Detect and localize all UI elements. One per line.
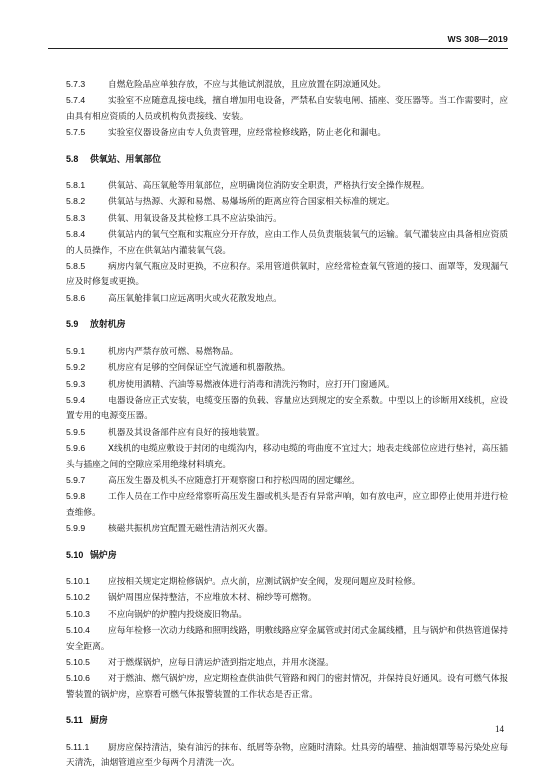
section-title: 供氧站、用氧部位	[90, 154, 161, 165]
clause-number: 5.9.7	[66, 474, 86, 485]
clause-paragraph	[66, 344, 508, 360]
section-number: 5.8	[66, 153, 79, 164]
clause-paragraph	[66, 655, 508, 671]
clause-number: 5.9.2	[66, 362, 86, 373]
section-title: 厨房	[90, 716, 108, 727]
clause-paragraph	[66, 93, 508, 125]
clause-number: 5.9.3	[66, 378, 86, 389]
clause-number: 5.8.4	[66, 229, 86, 240]
clause-text: 对于燃煤锅炉，应每日清运炉渣到指定地点，并用水浇湿。	[108, 658, 334, 668]
document-body	[66, 77, 508, 771]
clause-text: 锅炉周围应保持整洁，不应堆放木材、棉纱等可燃物。	[108, 593, 317, 604]
clause-text: 电器设备应正式安装，电缆变压器的负载、容量应达到规定的安全系数。中型以上的诊断用X线机，应设置专用的电源变压器。	[66, 395, 508, 422]
clause-paragraph	[66, 671, 508, 703]
clause-text: 对于燃油、燃气锅炉房，应定期检查供油供气管路和阀门的密封情况，并保持良好通风。设有可燃气体报警装置的锅炉房，应察看可燃气体报警装置的工作状态是否正常。	[66, 674, 508, 700]
clause-number: 5.10.2	[66, 592, 90, 603]
section-title: 放射机房	[90, 320, 126, 331]
section-number: 5.10	[66, 549, 84, 560]
clause-paragraph	[66, 574, 508, 590]
clause-paragraph	[66, 425, 508, 441]
clause-number: 5.11.1	[66, 741, 90, 752]
clause-text: 工作人员在工作中应经常察听高压发生器或机头是否有异常声响，如有放电声，应立即停止使用并进行检查维修。	[66, 492, 508, 518]
clause-paragraph	[66, 441, 508, 473]
section-heading	[66, 548, 508, 564]
clause-number: 5.7.4	[66, 95, 86, 106]
clause-number: 5.10.3	[66, 608, 90, 619]
clause-number: 5.8.2	[66, 196, 86, 207]
clause-number: 5.10.4	[66, 625, 90, 636]
clause-text: 供氧站、高压氧舱等用氧部位，应明确岗位消防安全职责，严格执行安全操作规程。	[108, 181, 430, 192]
clause-paragraph	[66, 590, 508, 606]
clause-text: 机房内严禁存放可燃、易燃物品。	[108, 346, 239, 357]
clause-number: 5.8.5	[66, 261, 86, 272]
clause-number: 5.10.1	[66, 575, 90, 586]
section-title: 锅炉房	[90, 550, 117, 561]
clause-paragraph	[66, 259, 508, 291]
clause-number: 5.8.3	[66, 212, 86, 223]
clause-text: 厨房应保持清洁，染有油污的抹布、纸屑等杂物，应随时清除。灶具旁的墙壁、抽油烟罩等易污染处应每天清洗，油烟管道应至少每两个月清洗一次。	[66, 742, 508, 769]
clause-paragraph	[66, 125, 508, 141]
clause-text: 应按相关规定定期检修锅炉。点火前，应测试锅炉安全阀，发现问题应及时检修。	[108, 576, 421, 587]
section-heading	[66, 713, 508, 729]
clause-paragraph	[66, 623, 508, 655]
clause-text: 核磁共振机房宜配置无磁性清洁剂灭火器。	[108, 524, 274, 535]
clause-text: 供氧、用氧设备及其检修工具不应沾染油污。	[108, 213, 282, 224]
clause-text: 不应向锅炉的炉膛内投烧废旧物品。	[108, 609, 247, 620]
clause-text: 自燃危险品应单独存放，不应与其他试剂混放，且应放置在阴凉通风处。	[108, 80, 386, 90]
clause-text: X线机的电缆应敷设于封闭的电缆沟内，移动电缆的弯曲度不宜过大；地表走线部位应进行垫衬，高压插头与插座之间的空隙应采用绝缘材料填充。	[66, 444, 508, 470]
clause-paragraph	[66, 291, 508, 307]
clause-number: 5.10.6	[66, 673, 90, 684]
clause-number: 5.8.1	[66, 180, 86, 191]
clause-text: 应每年检修一次动力线路和照明线路，明敷线路应穿金属管或封闭式金属线槽，且与锅炉和供热管道保持安全距离。	[66, 626, 508, 652]
clause-number: 5.9.8	[66, 491, 86, 502]
clause-paragraph	[66, 521, 508, 537]
clause-paragraph	[66, 211, 508, 227]
clause-text: 机器及其设备部件应有良好的接地装置。	[108, 427, 265, 438]
clause-text: 供氧站与热源、火源和易燃、易爆场所的距离应符合国家相关标准的规定。	[108, 197, 395, 208]
clause-paragraph	[66, 377, 508, 393]
document-code: WS 308—2019	[447, 34, 508, 44]
clause-number: 5.9.5	[66, 426, 86, 437]
clause-paragraph	[66, 473, 508, 489]
clause-text: 机房使用酒精、汽油等易燃液体进行消毒和清洗污物时，应打开门窗通风。	[108, 379, 395, 390]
clause-number: 5.9.4	[66, 394, 86, 405]
clause-text: 高压氧舱排氧口应远离明火或火花散发地点。	[108, 293, 282, 304]
clause-paragraph	[66, 607, 508, 623]
clause-text: 实验室不应随意乱接电线，擅自增加用电设备，严禁私自安装电闸、插座、变压器等。当工作需要时，应由具有相应资质的人员或机构负责接线、安装。	[66, 96, 508, 122]
page-number: 14	[495, 724, 504, 734]
clause-text: 病房内氧气瓶应及时更换，不应积存。采用管道供氧时，应经常检查氧气管道的接口、面罩等，发现漏气应及时修复或更换。	[66, 262, 508, 288]
clause-text: 实验室仪器设备应由专人负责管理，应经常检修线路，防止老化和漏电。	[108, 128, 386, 139]
section-number: 5.9	[66, 319, 79, 330]
clause-number: 5.7.5	[66, 127, 86, 138]
clause-number: 5.9.9	[66, 523, 86, 534]
clause-number: 5.9.6	[66, 443, 86, 454]
clause-number: 5.9.1	[66, 345, 86, 356]
section-heading	[66, 317, 508, 333]
clause-paragraph	[66, 227, 508, 259]
clause-number: 5.10.5	[66, 657, 90, 667]
header-rule	[48, 48, 508, 49]
clause-text: 高压发生器及机头不应随意打开观察窗口和拧松四周的固定螺丝。	[108, 475, 360, 486]
clause-paragraph	[66, 360, 508, 376]
clause-number: 5.7.3	[66, 79, 86, 89]
clause-paragraph	[66, 178, 508, 194]
clause-text: 供氧站内的氧气空瓶和实瓶应分开存放，应由工作人员负责瓶装氧气的运输。氧气灌装应由具备相应资质的人员操作，不应在供氧站内灌装氧气袋。	[66, 230, 508, 256]
clause-paragraph	[66, 77, 508, 93]
clause-paragraph	[66, 194, 508, 210]
section-heading	[66, 152, 508, 168]
clause-paragraph	[66, 393, 508, 425]
section-number: 5.11	[66, 715, 83, 726]
clause-number: 5.8.6	[66, 292, 86, 303]
clause-paragraph	[66, 489, 508, 521]
clause-paragraph	[66, 740, 508, 771]
clause-text: 机房应有足够的空间保证空气流通和机器散热。	[108, 363, 291, 374]
